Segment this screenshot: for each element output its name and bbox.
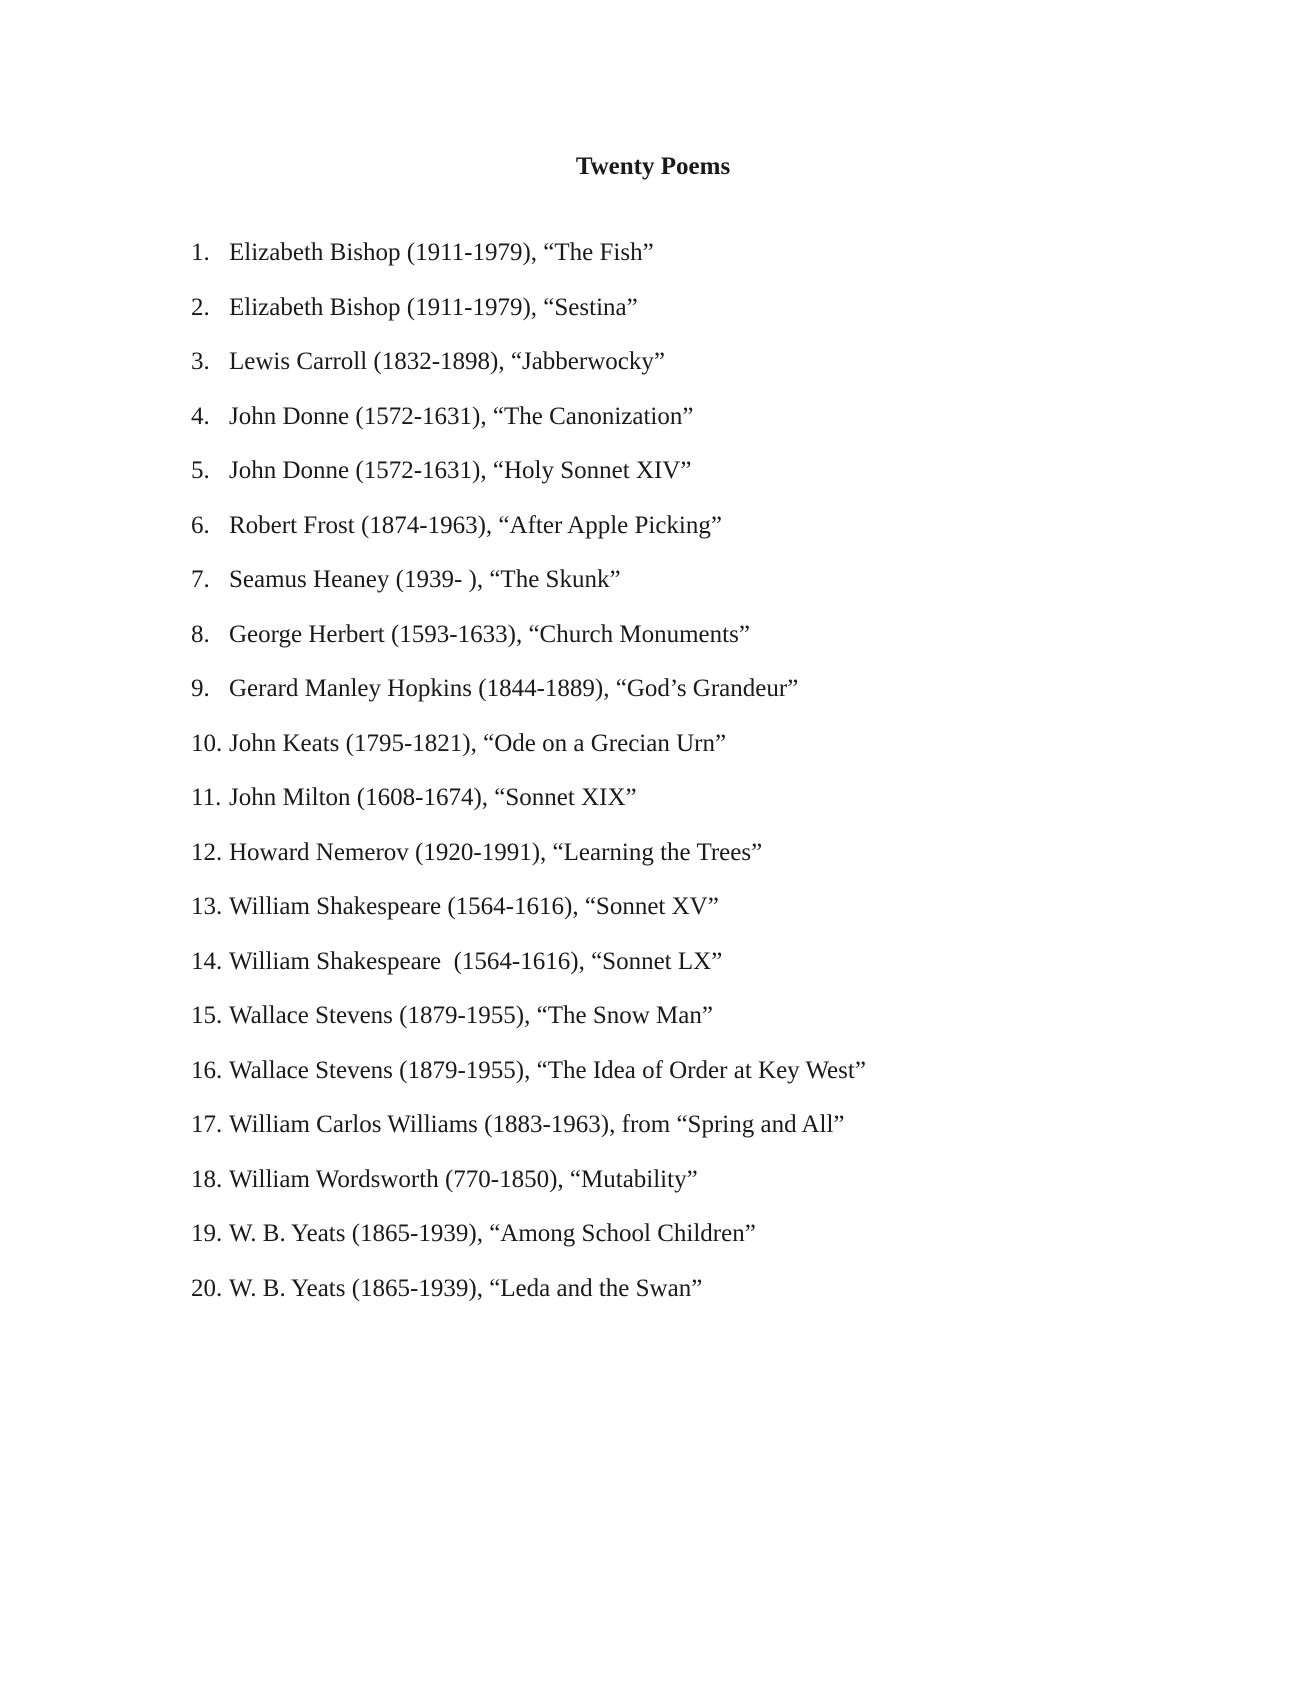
- poem-list-item: [191, 293, 866, 348]
- poem-list-item: [191, 620, 866, 675]
- poem-list-item: [191, 565, 866, 620]
- poem-number: 17.: [191, 1111, 223, 1138]
- poem-entry: W. B. Yeats (1865-1939), “Leda and the Swan”: [229, 1274, 703, 1302]
- poem-number: 1.: [191, 239, 210, 266]
- poem-list-item: [191, 402, 866, 457]
- poem-number: 6.: [191, 511, 210, 539]
- poem-list-item: [191, 674, 866, 729]
- poem-number: 10.: [191, 729, 223, 757]
- poem-list-item: [191, 238, 866, 293]
- poem-list-item: [191, 456, 866, 511]
- poem-number: 14.: [191, 947, 223, 975]
- poem-entry: Seamus Heaney (1939- ), “The Skunk”: [229, 566, 621, 593]
- poem-number: 5.: [191, 457, 210, 484]
- poem-list-item: [191, 947, 866, 1002]
- poem-number: 8.: [191, 620, 210, 648]
- poem-list-item: [191, 1056, 866, 1111]
- poem-entry: Wallace Stevens (1879-1955), “The Idea of Order at Key West”: [229, 1056, 866, 1084]
- poem-entry: Lewis Carroll (1832-1898), “Jabberwocky”: [229, 348, 665, 375]
- poem-entry: W. B. Yeats (1865-1939), “Among School Children”: [229, 1220, 756, 1247]
- poem-list-item: [191, 347, 866, 402]
- poem-number: 2.: [191, 293, 210, 321]
- poem-entry: William Shakespeare (1564-1616), “Sonnet XV”: [229, 893, 719, 920]
- poem-entry: Gerard Manley Hopkins (1844-1889), “God’s Grandeur”: [229, 675, 799, 702]
- poem-list-item: [191, 1274, 866, 1329]
- poem-number: 11.: [191, 784, 222, 811]
- poem-entry: Elizabeth Bishop (1911-1979), “The Fish”: [229, 239, 654, 266]
- poem-list-item: [191, 1001, 866, 1056]
- poem-entry: Wallace Stevens (1879-1955), “The Snow Man”: [229, 1002, 713, 1029]
- poem-list-item: [191, 838, 866, 893]
- poem-entry: John Milton (1608-1674), “Sonnet XIX”: [229, 784, 637, 811]
- poem-number: 15.: [191, 1002, 223, 1029]
- poem-number: 3.: [191, 348, 210, 375]
- poem-list-item: [191, 1110, 866, 1165]
- poem-list-item: [191, 511, 866, 566]
- poem-number: 13.: [191, 893, 223, 920]
- poem-list-item: [191, 783, 866, 838]
- poem-number: 7.: [191, 566, 210, 593]
- poem-entry: William Carlos Williams (1883-1963), from “Spring and All”: [229, 1111, 845, 1138]
- poem-entry: William Shakespeare (1564-1616), “Sonnet LX”: [229, 947, 723, 975]
- poem-entry: Howard Nemerov (1920-1991), “Learning the Trees”: [229, 838, 763, 866]
- poem-entry: John Donne (1572-1631), “The Canonization”: [229, 402, 694, 430]
- poem-list: [191, 238, 866, 1328]
- poem-number: 20.: [191, 1274, 223, 1302]
- poem-entry: Robert Frost (1874-1963), “After Apple Picking”: [229, 511, 722, 539]
- poem-entry: John Keats (1795-1821), “Ode on a Grecian Urn”: [229, 729, 727, 757]
- poem-entry: Elizabeth Bishop (1911-1979), “Sestina”: [229, 293, 638, 321]
- poem-number: 16.: [191, 1056, 223, 1084]
- poem-number: 19.: [191, 1220, 223, 1247]
- poem-entry: John Donne (1572-1631), “Holy Sonnet XIV”: [229, 457, 692, 484]
- poem-list-item: [191, 1165, 866, 1220]
- poem-number: 9.: [191, 675, 210, 702]
- poem-list-item: [191, 1219, 866, 1274]
- poem-entry: George Herbert (1593-1633), “Church Monuments”: [229, 620, 750, 648]
- poem-list-item: [191, 729, 866, 784]
- poem-number: 12.: [191, 838, 223, 866]
- poem-number: 4.: [191, 402, 210, 430]
- poem-number: 18.: [191, 1165, 223, 1193]
- poem-entry: William Wordsworth (770-1850), “Mutability”: [229, 1165, 698, 1193]
- document-title: Twenty Poems: [575, 153, 731, 180]
- poem-list-item: [191, 892, 866, 947]
